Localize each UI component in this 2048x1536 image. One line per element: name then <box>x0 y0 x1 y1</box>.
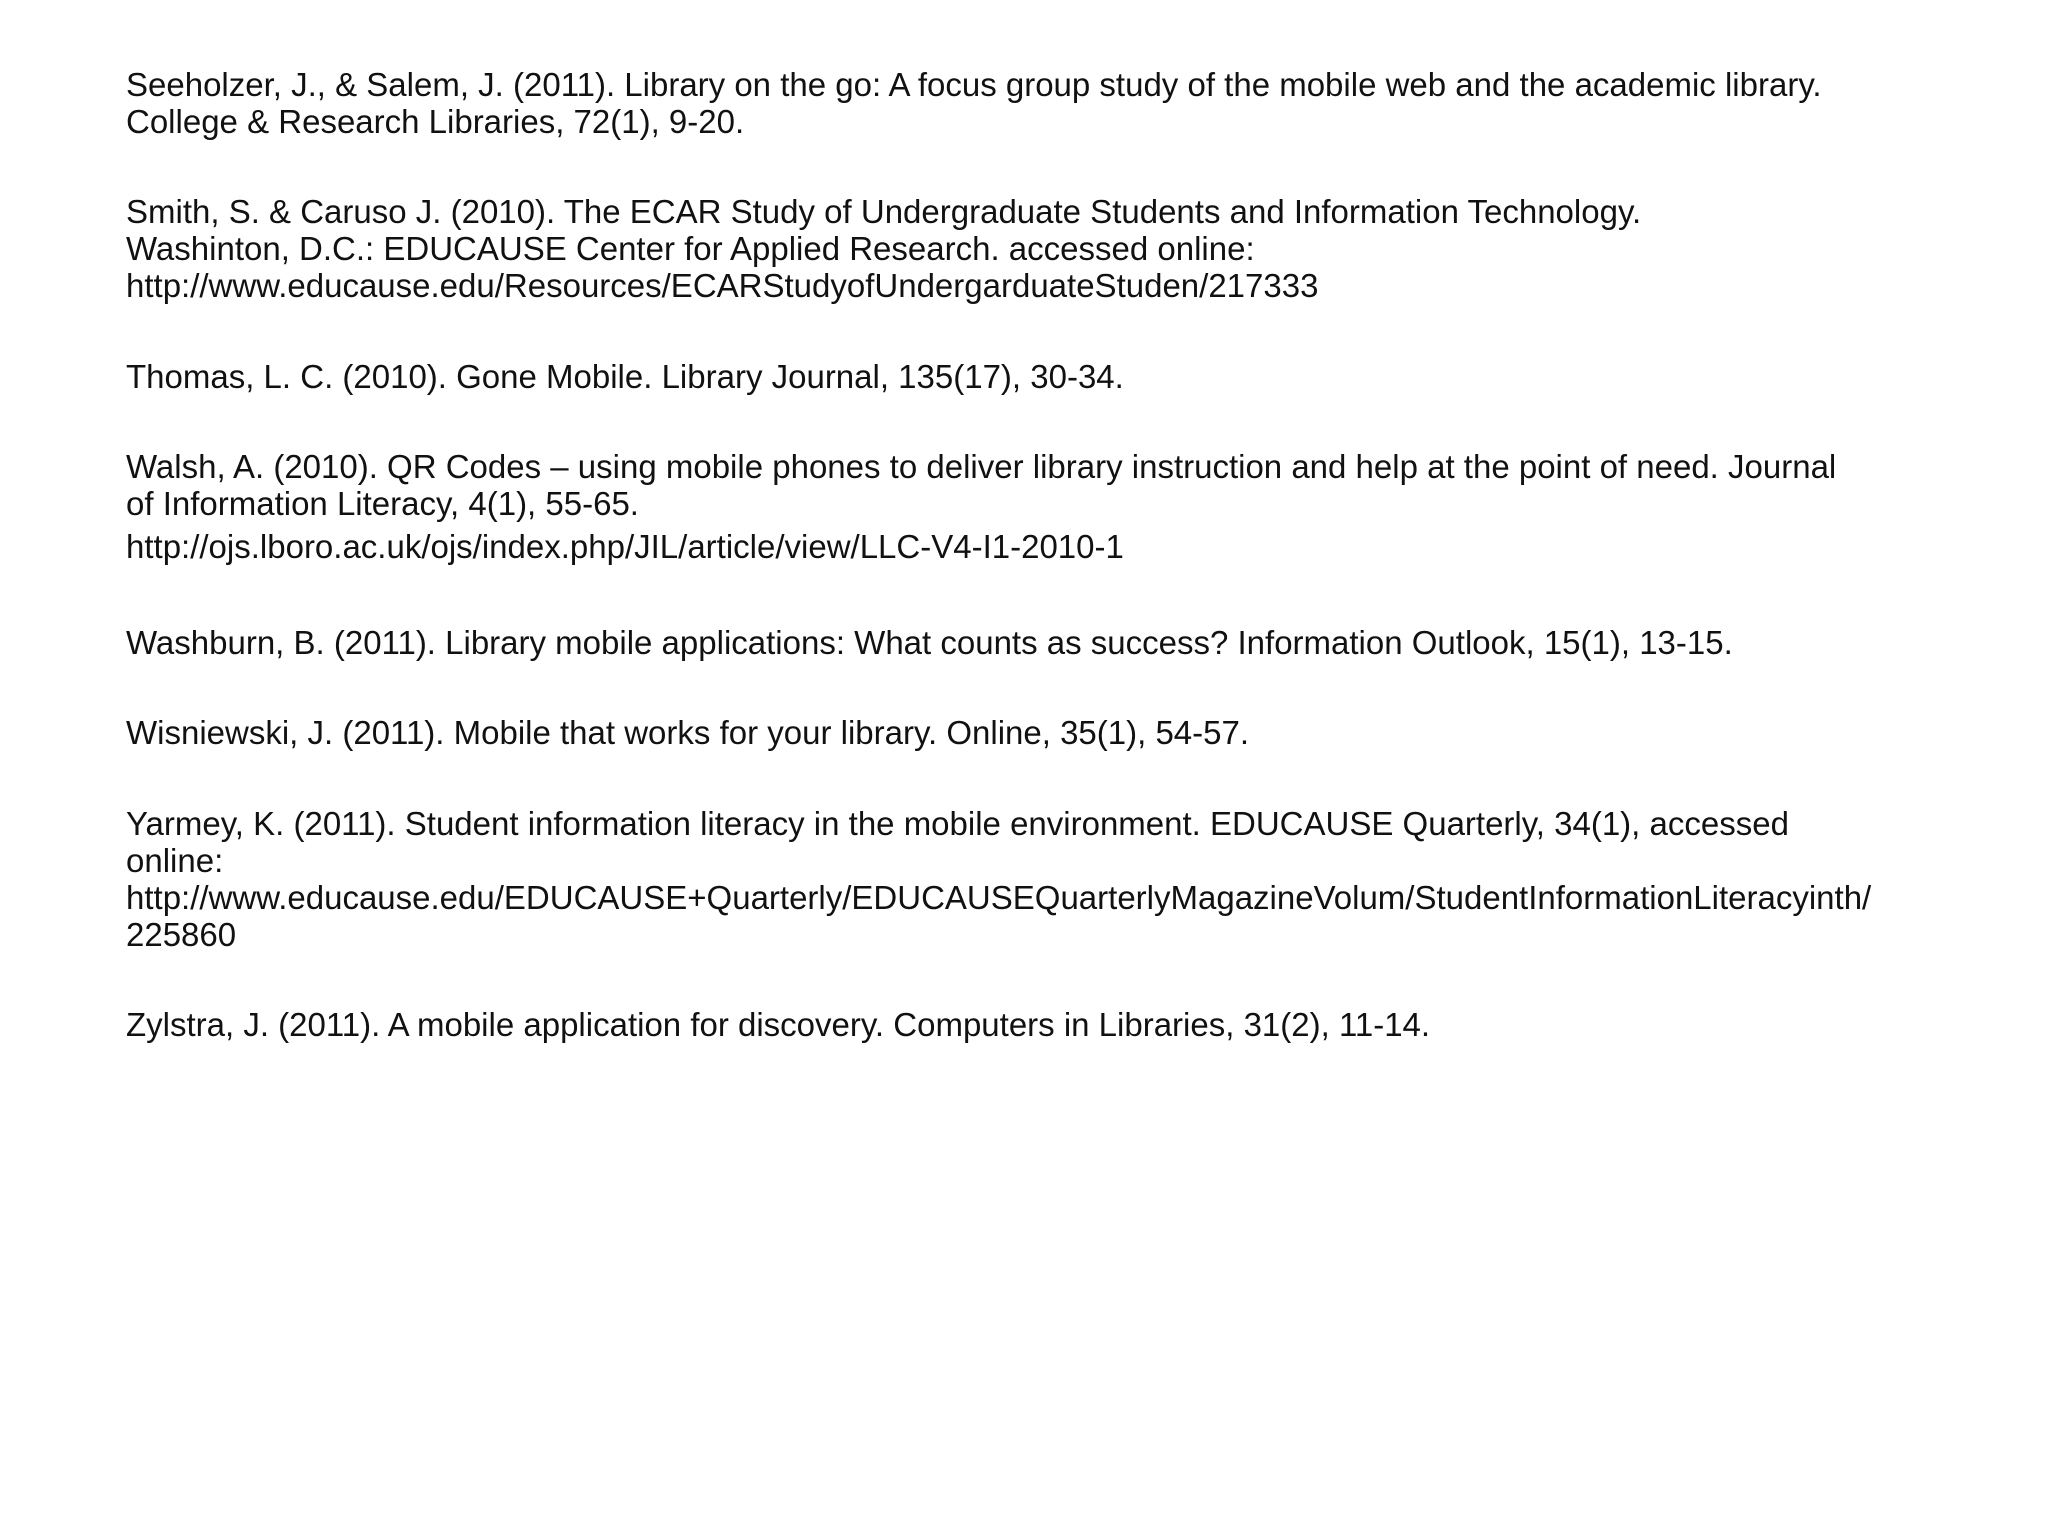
reference-line: Smith, S. & Caruso J. (2010). The ECAR Study of Undergraduate Students and Information Technology. <box>126 193 1642 230</box>
reference-line: online: <box>126 842 224 879</box>
reference-line: College & Research Libraries, 72(1), 9-20. <box>126 103 745 140</box>
reference-url: 225860 <box>126 916 237 953</box>
reference-entry-seeholzer <box>126 66 1966 140</box>
reference-line: Yarmey, K. (2011). Student information literacy in the mobile environment. EDUCAUSE Quarterly, 34(1), accessed <box>126 805 1789 842</box>
reference-line: Walsh, A. (2010). QR Codes – using mobile phones to deliver library instruction and help at the point of need. Journal <box>126 448 1837 485</box>
reference-line: Wisniewski, J. (2011). Mobile that works for your library. Online, 35(1), 54-57. <box>126 714 1250 751</box>
reference-entry-thomas <box>126 358 1966 395</box>
reference-line: Washburn, B. (2011). Library mobile applications: What counts as success? Information Outlook, 15(1), 13-15. <box>126 624 1733 661</box>
reference-entry-wisniewski <box>126 714 1966 751</box>
reference-entry-smith <box>126 193 1966 304</box>
reference-entry-walsh <box>126 448 1966 565</box>
reference-url: http://www.educause.edu/EDUCAUSE+Quarterly/EDUCAUSEQuarterlyMagazineVolum/StudentInformationLiteracyinth/ <box>126 879 1872 916</box>
reference-entry-yarmey <box>126 805 1966 953</box>
reference-url: http://ojs.lboro.ac.uk/ojs/index.php/JIL/article/view/LLC-V4-I1-2010-1 <box>126 528 1124 565</box>
reference-line: Thomas, L. C. (2010). Gone Mobile. Library Journal, 135(17), 30-34. <box>126 358 1124 395</box>
reference-entry-zylstra <box>126 1006 1966 1043</box>
reference-url: http://www.educause.edu/Resources/ECARStudyofUndergarduateStuden/217333 <box>126 267 1319 304</box>
reference-line: Seeholzer, J., & Salem, J. (2011). Library on the go: A focus group study of the mobile web and the academic library. <box>126 66 1822 103</box>
reference-entry-washburn <box>126 624 1966 661</box>
reference-line: of Information Literacy, 4(1), 55-65. <box>126 485 639 522</box>
reference-line: Washinton, D.C.: EDUCAUSE Center for Applied Research. accessed online: <box>126 230 1255 267</box>
reference-line: Zylstra, J. (2011). A mobile application for discovery. Computers in Libraries, 31(2), 11-14. <box>126 1006 1431 1043</box>
